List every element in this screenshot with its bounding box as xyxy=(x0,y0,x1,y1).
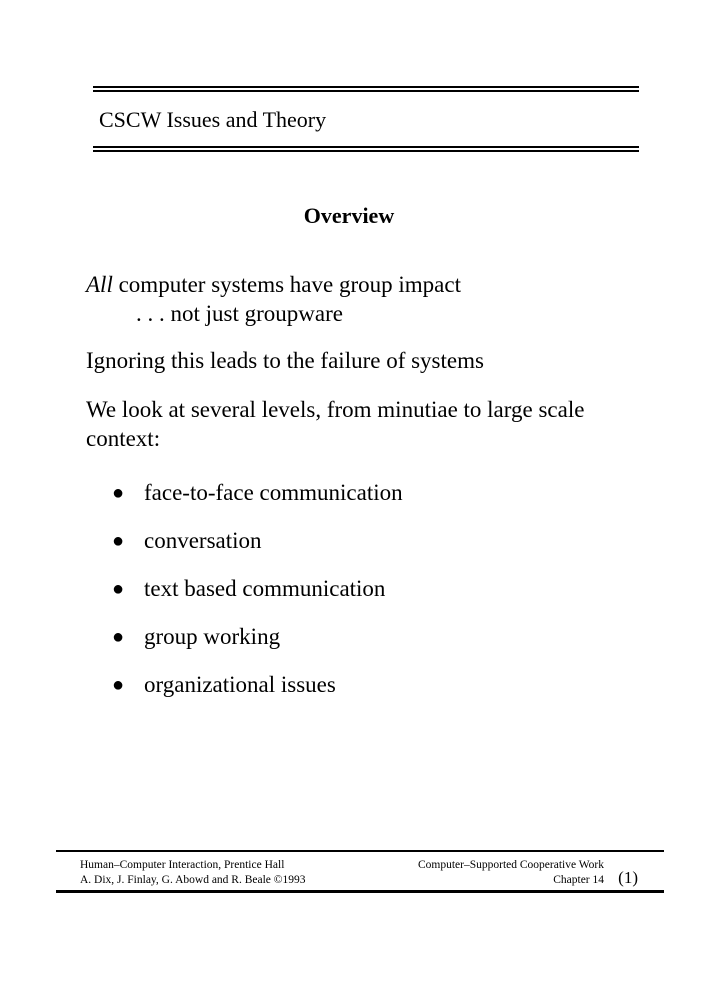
paragraph-levels: We look at several levels, from minutiae to large scale context: xyxy=(86,397,585,451)
bullet-icon: ● xyxy=(112,674,125,696)
levels-list xyxy=(112,478,403,718)
footer-chapter-info xyxy=(396,858,604,888)
footer-chapter-number: Chapter 14 xyxy=(553,874,604,886)
list-item-text: text based communication xyxy=(144,576,386,601)
page-number: (1) xyxy=(618,868,638,887)
section-heading: Overview xyxy=(303,203,395,228)
paragraph-failure: Ignoring this leads to the failure of systems xyxy=(86,348,484,373)
bullet-icon: ● xyxy=(112,626,125,648)
list-item xyxy=(112,670,403,718)
header-bottom-rule xyxy=(93,146,639,152)
list-item xyxy=(112,478,403,526)
footer-authors: A. Dix, J. Finlay, G. Abowd and R. Beale ©1993 xyxy=(80,874,306,886)
list-item xyxy=(112,622,403,670)
list-item xyxy=(112,574,403,622)
paragraph-continuation: . . . not just groupware xyxy=(136,301,343,326)
footer-chapter-title: Computer–Supported Cooperative Work xyxy=(417,859,604,871)
bullet-icon: ● xyxy=(112,482,125,504)
slide-footer xyxy=(56,850,664,893)
list-item-text: group working xyxy=(144,624,281,649)
list-item xyxy=(112,526,403,574)
footer-book-title: Human–Computer Interaction, Prentice Hall xyxy=(80,859,285,871)
footer-publication-info xyxy=(80,858,306,888)
list-item-text: organizational issues xyxy=(144,672,336,697)
bullet-icon: ● xyxy=(112,578,125,600)
list-item-text: face-to-face communication xyxy=(144,480,403,505)
bullet-icon: ● xyxy=(112,530,125,552)
slide-header xyxy=(93,86,639,152)
emphasis-all: All xyxy=(86,272,113,297)
slide-title: CSCW Issues and Theory xyxy=(99,107,327,132)
footer-bottom-rule xyxy=(56,890,664,893)
paragraph-group-impact xyxy=(86,270,646,328)
list-item-text: conversation xyxy=(144,528,262,553)
paragraph-group-impact-text: computer systems have group impact xyxy=(112,272,461,297)
